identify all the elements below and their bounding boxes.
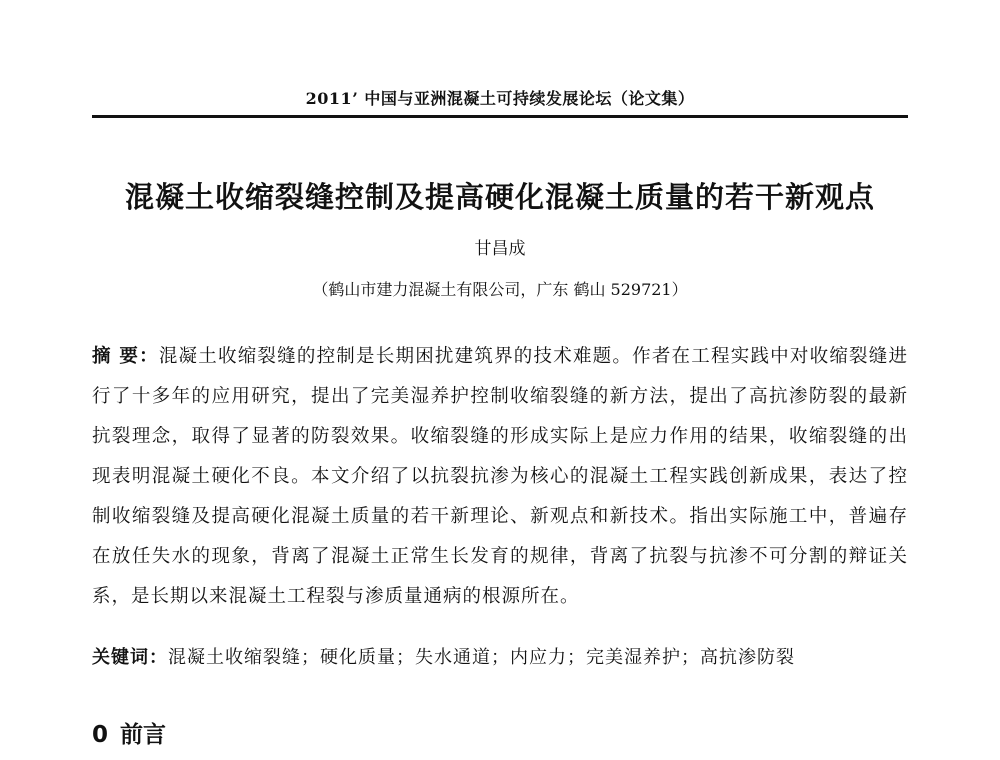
keywords-text: 混凝土收缩裂缝；硬化质量；失水通道；内应力；完美湿养护；高抗渗防裂: [168, 647, 795, 668]
running-header: 2011’ 中国与亚洲混凝土可持续发展论坛（论文集）: [305, 89, 695, 108]
section-title: 前言: [120, 722, 167, 748]
paper-title: 混凝土收缩裂缝控制及提高硬化混凝土质量的若干新观点: [124, 180, 875, 214]
section-number: 0: [92, 722, 109, 748]
keywords: [92, 638, 908, 678]
abstract: [92, 337, 908, 617]
abstract-label: 摘 要：: [92, 346, 159, 367]
section-heading: [92, 716, 166, 749]
abstract-text: 混凝土收缩裂缝的控制是长期困扰建筑界的技术难题。作者在工程实践中对收缩裂缝进行了十多年的应用研究，提出了完美湿养护控制收缩裂缝的新方法，提出了高抗渗防裂的最新抗裂理念，取得了显著的防裂效果。收缩裂缝的形成实际上是应力作用的结果，收缩裂缝的出现表明混凝土硬化不良。本文介绍了以抗裂抗渗为核心的混凝土工程实践创新成果，表达了控制收缩裂缝及提高硬化混凝土质量的若干新理论、新观点和新技术。指出实际施工中，普遍存在放任失水的现象，背离了混凝土正常生长发育的规律，背离了抗裂与抗渗不可分割的辩证关系，是长期以来混凝土工程裂与渗质量通病的根源所在。: [92, 346, 908, 607]
author-name: 甘昌成: [474, 239, 526, 259]
header-rule: [92, 115, 908, 118]
keywords-label: 关键词：: [92, 647, 168, 668]
author-affiliation: （鹤山市建力混凝土有限公司，广东 鹤山 529721）: [312, 280, 688, 299]
